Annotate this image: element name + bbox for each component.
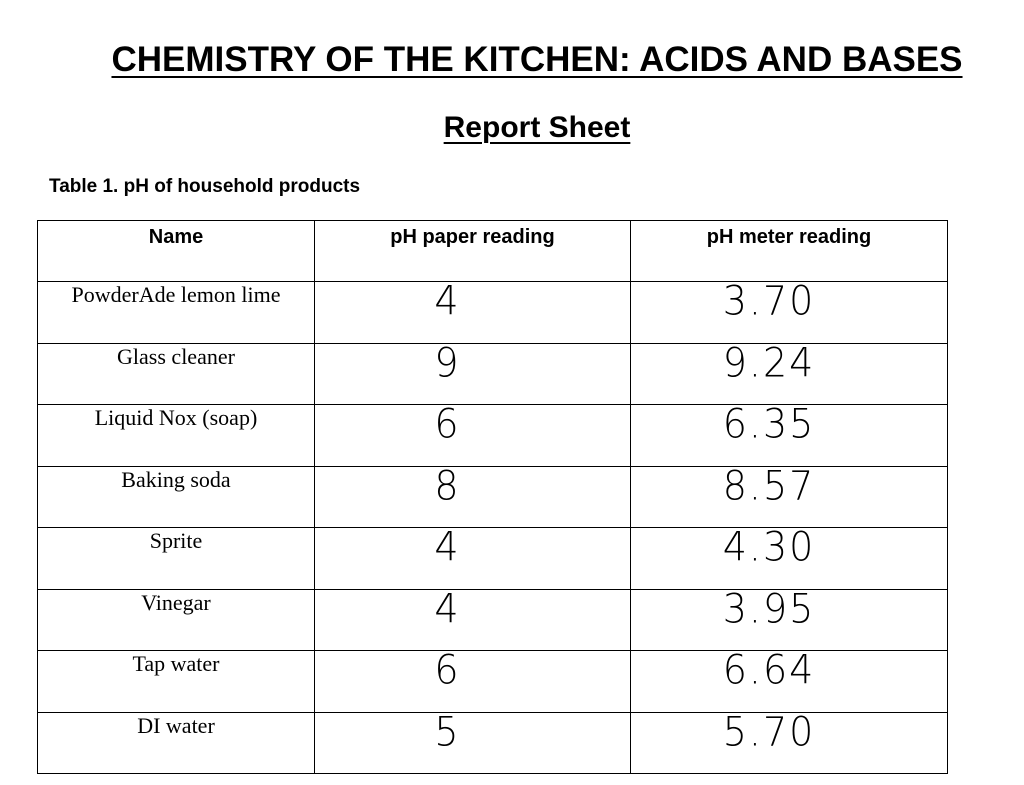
table-row <box>38 466 948 528</box>
ph-paper-cell <box>315 339 631 405</box>
product-name-cell: DI water <box>38 712 315 774</box>
ph-paper-cell <box>315 462 631 528</box>
product-name-cell: Glass cleaner <box>38 343 315 405</box>
ph-meter-value: 3.70 <box>722 277 816 325</box>
report-sheet-subtitle: Report Sheet <box>443 111 631 144</box>
ph-meter-value: 8.57 <box>722 462 816 509</box>
table-row <box>38 712 948 774</box>
product-name-cell: PowderAde lemon lime <box>38 282 315 344</box>
ph-paper-cell <box>315 646 631 713</box>
header-ph-paper: pH paper reading <box>315 221 631 282</box>
ph-meter-cell <box>631 708 948 774</box>
page-title: CHEMISTRY OF THE KITCHEN: ACIDS AND BASES <box>111 40 963 79</box>
table-row <box>38 589 948 651</box>
ph-paper-cell <box>315 523 631 590</box>
ph-paper-value: 6 <box>434 400 461 448</box>
table-row <box>38 282 948 344</box>
ph-meter-cell <box>631 462 948 528</box>
product-name-cell: Vinegar <box>38 589 315 651</box>
product-name-cell: Liquid Nox (soap) <box>38 405 315 467</box>
ph-paper-value: 5 <box>434 708 461 755</box>
table-caption: Table 1. pH of household products <box>49 176 361 197</box>
ph-readings-table <box>37 220 948 774</box>
ph-paper-cell <box>315 708 631 774</box>
ph-paper-value: 4 <box>434 277 461 325</box>
table-row <box>38 528 948 590</box>
header-name: Name <box>38 221 315 282</box>
ph-meter-value: 9.24 <box>722 339 816 386</box>
product-name-cell: Sprite <box>38 528 315 590</box>
ph-meter-value: 6.64 <box>722 646 816 694</box>
ph-paper-value: 9 <box>434 339 461 386</box>
ph-meter-cell <box>631 400 948 467</box>
ph-meter-cell <box>631 585 948 651</box>
product-name-cell: Baking soda <box>38 466 315 528</box>
ph-meter-cell <box>631 339 948 405</box>
ph-paper-cell <box>315 400 631 467</box>
ph-meter-value: 6.35 <box>722 400 816 448</box>
ph-meter-value: 5.70 <box>722 708 816 755</box>
ph-paper-value: 4 <box>434 523 461 571</box>
ph-meter-value: 4.30 <box>722 523 816 571</box>
table-row <box>38 405 948 467</box>
table-row <box>38 651 948 713</box>
ph-meter-cell <box>631 646 948 713</box>
ph-paper-value: 4 <box>434 585 461 632</box>
ph-paper-value: 6 <box>434 646 461 694</box>
ph-meter-value: 3.95 <box>722 585 816 632</box>
ph-meter-cell <box>631 277 948 344</box>
table-row <box>38 343 948 405</box>
ph-paper-value: 8 <box>434 462 461 509</box>
ph-paper-cell <box>315 277 631 344</box>
ph-paper-cell <box>315 585 631 651</box>
header-ph-meter: pH meter reading <box>631 221 948 282</box>
table-header-row <box>38 221 948 282</box>
ph-meter-cell <box>631 523 948 590</box>
product-name-cell: Tap water <box>38 651 315 713</box>
